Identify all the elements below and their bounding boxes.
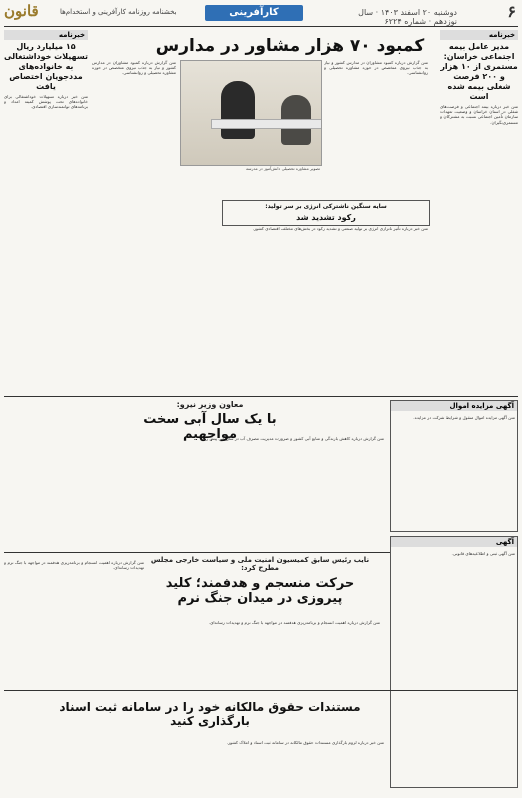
left-column-label: خبرنامه (4, 30, 88, 40)
right-column (440, 30, 518, 420)
second-body-area (4, 436, 384, 546)
fourth-body-area (4, 740, 384, 794)
third-body-continued: متن گزارش درباره اهمیت انسجام و برنامه‌ریزی هدفمند در مواجهه با جنگ نرم و تهدیدات رسانه‌ای. (208, 620, 380, 625)
inset-story-body-area (92, 226, 428, 376)
main-story-body-continued: متن گزارش درباره کمبود مشاوران در مدارس کشور و نیاز به جذب نیروی متخصص در حوزه مشاوره تحصیلی و روانشناسی. (324, 60, 428, 76)
photo-caption: تصویر مشاوره تحصیلی دانش‌آموز در مدرسه (246, 166, 320, 171)
main-headline: کمبود ۷۰ هزار مشاور در مدارس (155, 36, 425, 56)
masthead-rule (4, 26, 518, 27)
inset-label: سایه سنگین ناشترکی انرژی بر سر تولید: (265, 203, 387, 210)
tagline: بخشنامه روزنامه کارآفرینی و استخدام‌ها (60, 8, 177, 16)
section-divider-3 (4, 690, 518, 691)
fourth-body: متن خبر درباره لزوم بارگذاری مستندات حقوق مالکانه در سامانه ثبت اسناد و املاک کشور. (226, 740, 384, 745)
second-body: متن گزارش درباره کاهش بارندگی و منابع آبی کشور و ضرورت مدیریت مصرف آب در سال آبی پیش رو. (202, 436, 384, 441)
photo-table (211, 119, 322, 129)
left-column (4, 30, 88, 390)
main-story-col-right (324, 60, 428, 200)
third-headline: حرکت منسجم و هدفمند؛ کلید پیروزی در میدان جنگ نرم (165, 576, 355, 606)
logo: قانون (4, 2, 39, 20)
left-column-headline: ۱۵ میلیارد ریال تسهیلات خوداشتغالی به خانواده‌های مددجویان اختصاص یافت (4, 42, 88, 91)
section-label: کارآفرینی (205, 5, 303, 21)
section-divider-1 (4, 396, 518, 397)
main-story-col-left (92, 60, 176, 170)
notice-bottom-body: متن آگهی ثبتی و اطلاعیه‌های قانونی. (451, 551, 515, 556)
second-kicker: معاون وزیر نیرو: (176, 400, 244, 409)
main-photo (180, 60, 322, 166)
notice-top-title: آگهی مزایده اموال (391, 401, 517, 411)
page-number: ۶ (507, 2, 516, 21)
fourth-headline: مستندات حقوق مالکانه خود را در سامانه ثبت اسناد بارگذاری کنید (59, 700, 361, 728)
notice-top (390, 400, 518, 532)
notice-bottom-title: آگهی (391, 537, 517, 547)
date-line: دوشنبه ۲۰ اسفند ۱۴۰۳ · سال نوزدهم · شماره ۶۲۲۴ (358, 8, 457, 26)
masthead (0, 0, 522, 26)
third-body-area-left (4, 560, 144, 640)
inset-story-body: متن خبر درباره تأثیر ناترازی انرژی بر تولید صنعتی و تشدید رکود در بخش‌های مختلف اقتصادی کشور. (252, 226, 428, 231)
second-headline: با یک سال آبی سخت مواجهیم (143, 412, 277, 442)
right-column-label: خبرنامه (440, 30, 518, 40)
third-kicker: نایب رئیس سابق کمیسیون امنیت ملی و سیاست خارجی مجلس مطرح کرد: (150, 556, 370, 572)
right-column-body: متن خبر درباره بیمه اجتماعی و فرصت‌های شغلی در استان خراسان و وضعیت تعهدات سازمان تأمین اجتماعی نسبت به مشترکان و مستمری‌بگیران. (440, 104, 518, 125)
left-column-body: متن خبر درباره تسهیلات خوداشتغالی برای خانواده‌های تحت پوشش کمیته امداد و برنامه‌های توانمندسازی اقتصادی. (4, 94, 88, 110)
third-body-area (150, 620, 380, 680)
third-body: متن گزارش درباره اهمیت انسجام و برنامه‌ریزی هدفمند در مواجهه با جنگ نرم و تهدیدات رسانه‌ای. (4, 560, 144, 571)
inset-story-header (222, 200, 430, 226)
inset-headline: رکود تشدید شد (296, 213, 356, 222)
right-column-headline: مدیر عامل بیمه اجتماعی خراسان: مستمری از ۱۰ هزار و ۲۰۰ فرصت شغلی بیمه شده است (440, 42, 518, 101)
notice-top-body: متن آگهی مزایده اموال منقول و شرایط شرکت در مزایده. (413, 415, 515, 420)
notice-bottom (390, 536, 518, 788)
photo-counselor (221, 81, 255, 139)
main-story-body: متن گزارش درباره کمبود مشاوران در مدارس کشور و نیاز به جذب نیروی متخصص در حوزه مشاوره تحصیلی و روانشناسی. (92, 60, 176, 76)
